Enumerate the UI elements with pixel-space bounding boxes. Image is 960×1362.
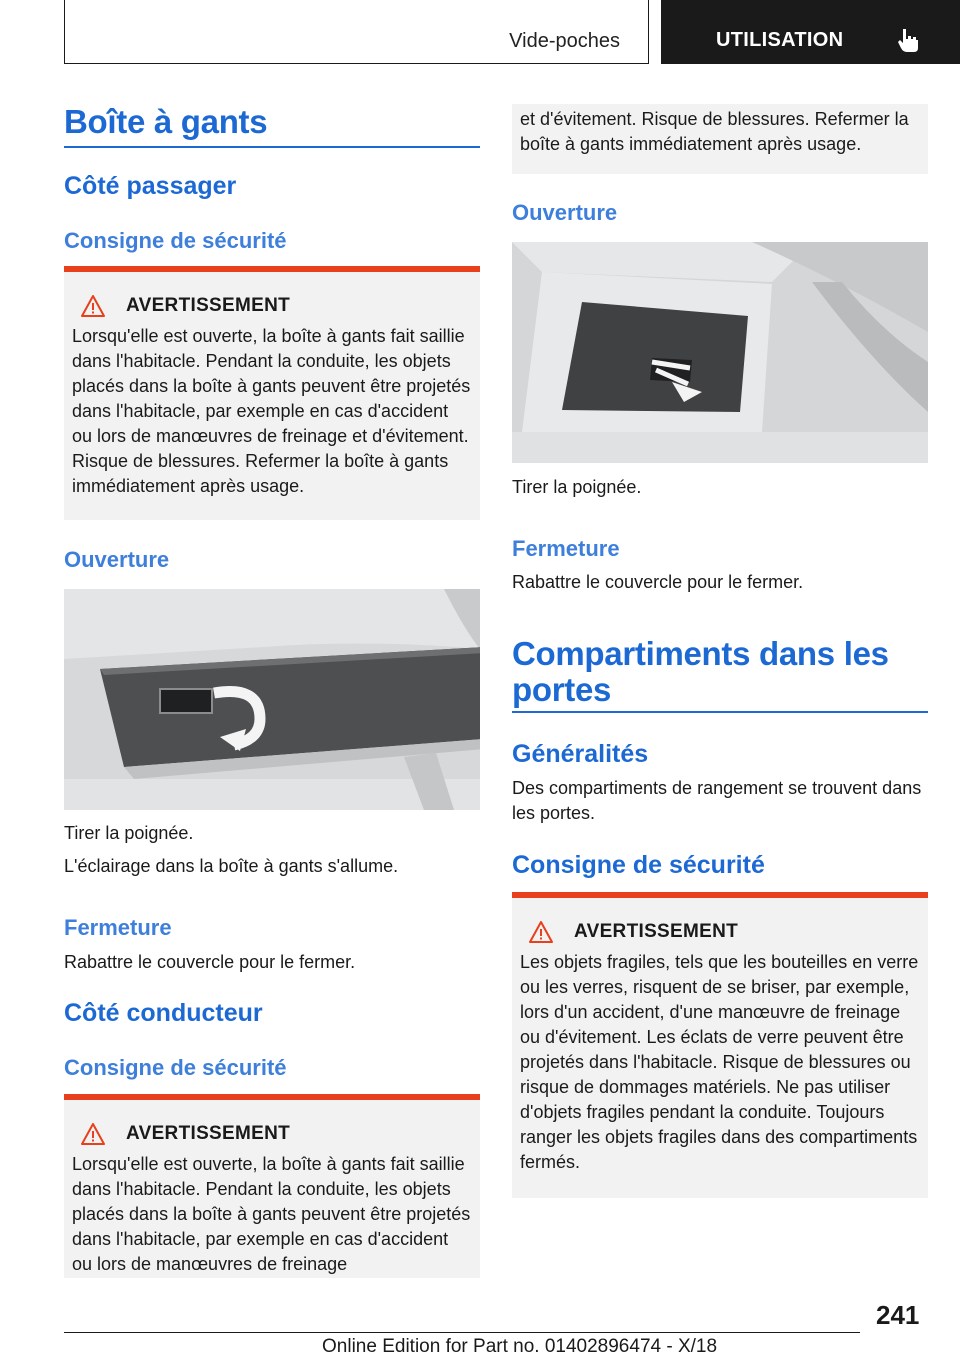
pointing-hand-icon	[894, 26, 922, 54]
passenger-closing-text: Rabattre le couvercle pour le fermer.	[64, 952, 356, 972]
edition-note: Online Edition for Part no. 01402896474 - X/18	[322, 1336, 718, 1357]
passenger-opening-step: Tirer la poignée.	[64, 823, 194, 843]
driver-warning-box	[64, 1094, 480, 1278]
warning-triangle-icon	[80, 294, 106, 318]
doors-title-underline	[512, 711, 928, 713]
warning-text: Les objets fragiles, tels que les bouteilles en verre ou les verres, risquent de se briser, par exemple, lors d'un accident, d'une manœuvre de freinage ou d'évitement. Les éclats de verre peuvent être projetés dans l'habitacle. Risque de blessures ou risque de dommages matériels. Ne pas utiliser d'objets fragiles pendant la conduite. Toujours ranger les objets fragiles dans des compartiments fermés.	[520, 952, 919, 1172]
header-section-box	[64, 0, 649, 64]
warning-title: AVERTISSEMENT	[126, 295, 291, 316]
general-text: Des compartiments de rangement se trouvent dans les portes.	[512, 778, 922, 823]
warning-triangle-icon	[80, 1122, 106, 1146]
warning-continuation-text: et d'évitement. Risque de blessures. Refermer la boîte à gants immédiatement après usage.	[520, 109, 909, 154]
page-number: 241	[876, 1300, 920, 1330]
warning-title: AVERTISSEMENT	[574, 921, 739, 942]
glovebox-passenger-illustration	[64, 589, 480, 810]
doors-safety-heading: Consigne de sécurité	[512, 851, 765, 879]
warning-continuation-box	[512, 104, 928, 174]
title-underline	[64, 146, 480, 148]
warning-text: Lorsqu'elle est ouverte, la boîte à gants fait saillie dans l'habitacle. Pendant la conduite, les objets placés dans la boîte à gants peuvent être projetés dans l'habitacle, par exemple en cas d'accident ou lors de manœuvres de freinage	[72, 1154, 471, 1274]
passenger-opening-note: L'éclairage dans la boîte à gants s'allume.	[64, 856, 399, 876]
warning-text: Lorsqu'elle est ouverte, la boîte à gants fait saillie dans l'habitacle. Pendant la conduite, les objets placés dans la boîte à gants peuvent être projetés dans l'habitacle, par exemple en cas d'accident ou lors de manœuvres de freinage et d'évitement. Risque de blessures. Refermer la boîte à gants immédiatement après usage.	[72, 326, 471, 496]
page-title: Boîte à gants	[64, 103, 268, 140]
passenger-opening-heading: Ouverture	[64, 547, 170, 572]
doors-warning-box	[512, 892, 928, 1198]
doors-title: Compartiments dans les portes	[512, 635, 889, 708]
glovebox-driver-illustration	[512, 242, 928, 463]
footer-rule	[64, 1332, 860, 1333]
driver-closing-text: Rabattre le couvercle pour le fermer.	[512, 572, 804, 592]
warning-title: AVERTISSEMENT	[126, 1123, 291, 1144]
passenger-safety-heading: Consigne de sécurité	[64, 228, 287, 253]
header-chapter-title: UTILISATION	[716, 29, 844, 51]
passenger-heading: Côté passager	[64, 172, 237, 200]
driver-safety-heading: Consigne de sécurité	[64, 1055, 287, 1080]
warning-triangle-icon	[528, 920, 554, 944]
passenger-closing-heading: Fermeture	[64, 915, 172, 940]
header-section-title: Vide-poches	[509, 30, 620, 52]
driver-closing-heading: Fermeture	[512, 536, 620, 561]
driver-heading: Côté conducteur	[64, 999, 263, 1027]
driver-opening-heading: Ouverture	[512, 200, 618, 225]
passenger-warning-box	[64, 266, 480, 520]
general-heading: Généralités	[512, 740, 649, 768]
driver-opening-step: Tirer la poignée.	[512, 477, 642, 497]
